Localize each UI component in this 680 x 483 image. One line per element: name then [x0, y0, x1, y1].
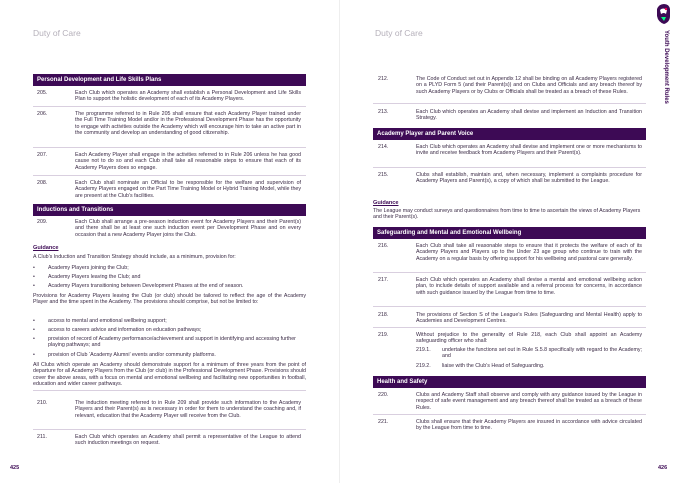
rule-number: 216. — [378, 243, 389, 249]
rule-text: Clubs shall establish, maintain and, when necessary, implement a complaints procedure for Academy Players and Parent(s), a copy of which shall be submitted to the League. — [416, 172, 642, 185]
rule-text: liaise with the Club’s Head of Safeguarding. — [442, 363, 545, 369]
divider — [33, 175, 306, 176]
rule-text: The provisions of Section S of the League’s Rules (Safeguarding and Mental Health) apply to Academies and Development Centres. — [416, 312, 642, 325]
rule-number: 212. — [378, 76, 389, 82]
alumni-paragraph: All Clubs which operate an Academy should demonstrate support for a minimum of three years from the point of departure for all Academy Players from the Club (or club) in the Professional Development Phase. Provisions should cover the above areas, with a focus on mental and emotional wellbeing and facilitating new opportunities in football, education and wider career pathways. — [33, 362, 306, 387]
divider — [373, 272, 646, 273]
rule-text: Clubs and Academy Staff shall observe and comply with any guidance issued by the League in respect of safe event management and any breach thereof shall be treated as a breach of these Rules. — [416, 392, 642, 411]
left-page: Duty of Care Personal Development and Life Skills Plans 205. Each Club which operates an Academy shall establish a Personal Development and Life Skills Plan to support the holistic development of each of its Academy Players. 206. The programme referred to in Rule 205 shall ensure that each Academy Player trained under the Full Time Training Model and/or in the Professional Development Phase has the opportunity to engage with activities outside the Academy which will encourage him to take an active part in the community and develop an understanding of good citizenship. 207. Each Academy Player shall engage in the activities referred to in Rule 206 unless he has good cause not to do so and each Club shall take all reasonable steps to ensure that each of its Academy Players does so engage. 208. Each Club shall nominate an Official to be responsible for the welfare and supervision of Academy Players engaged on the Part Time Training Model or Hybrid Training Model, while they are present at the Club’s facilities. Inductions and Transitions 209. Each Club shall arrange a pre-season induction event for Academy Players and their Parent(s) and there shall be at least one such induction event per Development Phase and on every occasion that a new Academy Player joins the Club. Guidance A Club’s Induction and Transition Strategy should include, as a minimum, provision for: • Academy Players joining the Club; • Academy Players leaving the Club; and • Academy Players transitioning between Development Phases at the end of season. Provisions for Academy Players leaving the Club (or club) should be tailored to reflect the age of the Academy Player and the time spent in the Academy. The provisions should comprise, but not be limited to: • access to mental and emotional wellbeing support; • access to careers advice and information on education pathways; • provision of record of Academy performance/achievement and support in identifying and accessing further playing pathways; and • provision of Club ‘Academy Alumni’ events and/or community platforms. All Clubs which operate an Academy should demonstrate support for a minimum of three years from the point of departure for all Academy Players from the Club (or club) in the Professional Development Phase. Provisions should cover the above areas, with a focus on mental and emotional wellbeing and facilitating new opportunities in football, education and wider career pathways. 210. The induction meeting referred to in Rule 209 shall provide such information to the Academy Players and their Parent(s) as is necessary in order for them to understand the coaching and, if relevant, education that the Academy Player will receive from the Club. 211. Each Club which operates an Academy shall permit a representative of the League to attend such induction meetings on request. 425 — [10, 28, 306, 471]
rule-number: 221. — [378, 419, 389, 425]
rule-text: Each Club which operates an Academy shall devise a mental and emotional wellbeing action plan, to include details of support available and a referral process for concerns, in accordance with such guidance issued by the League from time to time. — [416, 277, 642, 296]
rule-text: Each Club which operates an Academy shall devise and implement one or more mechanisms to invite and receive feedback from Academy Players and their Parent(s). — [416, 144, 642, 157]
rule-number: 218. — [378, 312, 389, 318]
left-page-header: Duty of Care — [33, 28, 81, 38]
divider — [33, 147, 306, 148]
rule-text: The programme referred to in Rule 205 shall ensure that each Academy Player trained under the Full Time Training Model and/or in the Professional Development Phase has the opportunity to engage with activities outside the Academy which will encourage him to take an active part in the community and develop an understanding of good citizenship. — [75, 111, 301, 136]
page-number: 425 — [10, 465, 20, 471]
rule-number: 205. — [37, 90, 48, 96]
guidance-title: Guidance — [373, 200, 399, 206]
divider — [373, 414, 646, 415]
rule-text: undertake the functions set out in Rule S.5.8 specifically with regard to the Academy; and — [442, 347, 642, 360]
rule-text: Each Club which operates an Academy shall permit a representative of the League to attend such induction meetings on request. — [75, 434, 301, 447]
rule-number: 213. — [378, 109, 389, 115]
rule-text: Each Club shall take all reasonable steps to ensure that it protects the welfare of each of its Academy Players and Players up to the Under 23 age group who continue to train with the Academy on a regular basis by offering support for his wellbeing and pastoral care generally. — [416, 243, 642, 262]
rule-text: Each Club shall nominate an Official to be responsible for the welfare and supervision of Academy Players engaged on the Part Time Training Model or Hybrid Training Model, while they are present at the Club’s facilities. — [75, 180, 301, 199]
section-title-player-voice: Academy Player and Parent Voice — [373, 128, 646, 140]
divider — [373, 306, 646, 307]
right-page — [340, 0, 680, 483]
side-title: Youth Development Rules — [663, 30, 669, 104]
rule-number: 219.1. — [416, 347, 431, 353]
divider — [33, 106, 306, 107]
section-title-safeguarding: Safeguarding and Mental and Emotional Wellbeing — [373, 227, 646, 239]
rule-text: Each Club which operates an Academy shall devise and implement an Induction and Transition Strategy. — [416, 109, 642, 122]
rule-text: Each Club shall arrange a pre-season induction event for Academy Players and their Parent(s) and there shall be at least one such induction event per Development Phase and on every occasion that a new Academy Player joins the Club. — [75, 219, 301, 238]
rule-number: 209. — [37, 219, 48, 225]
rule-number: 214. — [378, 144, 389, 150]
divider — [373, 167, 646, 168]
section-title-health-safety: Health and Safety — [373, 376, 646, 388]
rule-number: 207. — [37, 152, 48, 158]
provisions-paragraph: Provisions for Academy Players leaving the Club (or club) should be tailored to reflect the age of the Academy Player and the time spent in the Academy. The provisions should comprise, but not be limited to: — [33, 293, 306, 306]
rule-text: Without prejudice to the generality of Rule 218, each Club shall appoint an Academy safeguarding officer who shall: — [416, 332, 642, 345]
section-title-personal-development: Personal Development and Life Skills Plans — [33, 74, 306, 86]
league-logo-icon — [655, 3, 672, 25]
divider — [373, 103, 646, 104]
rule-number: 211. — [37, 434, 47, 440]
divider — [33, 429, 306, 430]
guidance-text: The League may conduct surveys and questionnaires from time to time to ascertain the views of Academy Players and their Parent(s). — [373, 208, 641, 221]
rule-number: 208. — [37, 180, 48, 186]
rule-number: 219. — [378, 332, 389, 338]
rule-number: 210. — [37, 400, 48, 406]
page-number: 426 — [658, 465, 668, 471]
rule-number: 215. — [378, 172, 389, 178]
divider — [33, 390, 306, 391]
section-title-inductions: Inductions and Transitions — [33, 204, 306, 216]
rule-number: 219.2. — [416, 363, 431, 369]
rule-text: Each Academy Player shall engage in the activities referred to in Rule 206 unless he has good cause not to do so and each Club shall take all reasonable steps to ensure that each of its Academy Players does so engage. — [75, 152, 301, 171]
rule-text: Clubs shall ensure that their Academy Players are insured in accordance with advice circulated by the League from time to time. — [416, 419, 642, 432]
rule-number: 220. — [378, 392, 389, 398]
rule-text: The induction meeting referred to in Rule 209 shall provide such information to the Academy Players and their Parent(s) as is necessary in order for them to understand the coaching and, if relevant, education that the Academy Player will receive from the Club. — [75, 400, 301, 419]
rule-text: Each Club which operates an Academy shall establish a Personal Development and Life Skills Plan to support the holistic development of each of its Academy Players. — [75, 90, 301, 103]
right-page-header: Duty of Care — [375, 28, 423, 38]
rule-number: 217. — [378, 277, 389, 283]
guidance-title: Guidance — [33, 245, 59, 251]
guidance-intro: A Club’s Induction and Transition Strategy should include, as a minimum, provision for: — [33, 254, 236, 260]
rule-number: 206. — [37, 111, 48, 117]
divider — [373, 327, 646, 328]
rule-text: The Code of Conduct set out in Appendix 12 shall be binding on all Academy Players registered on a PLYD Form 5 (and their Parent(s)) and on Clubs and Officials and any breach thereof by such Academy Players or by Clubs or Officials shall be treated as a breach of these Rules. — [416, 76, 642, 95]
